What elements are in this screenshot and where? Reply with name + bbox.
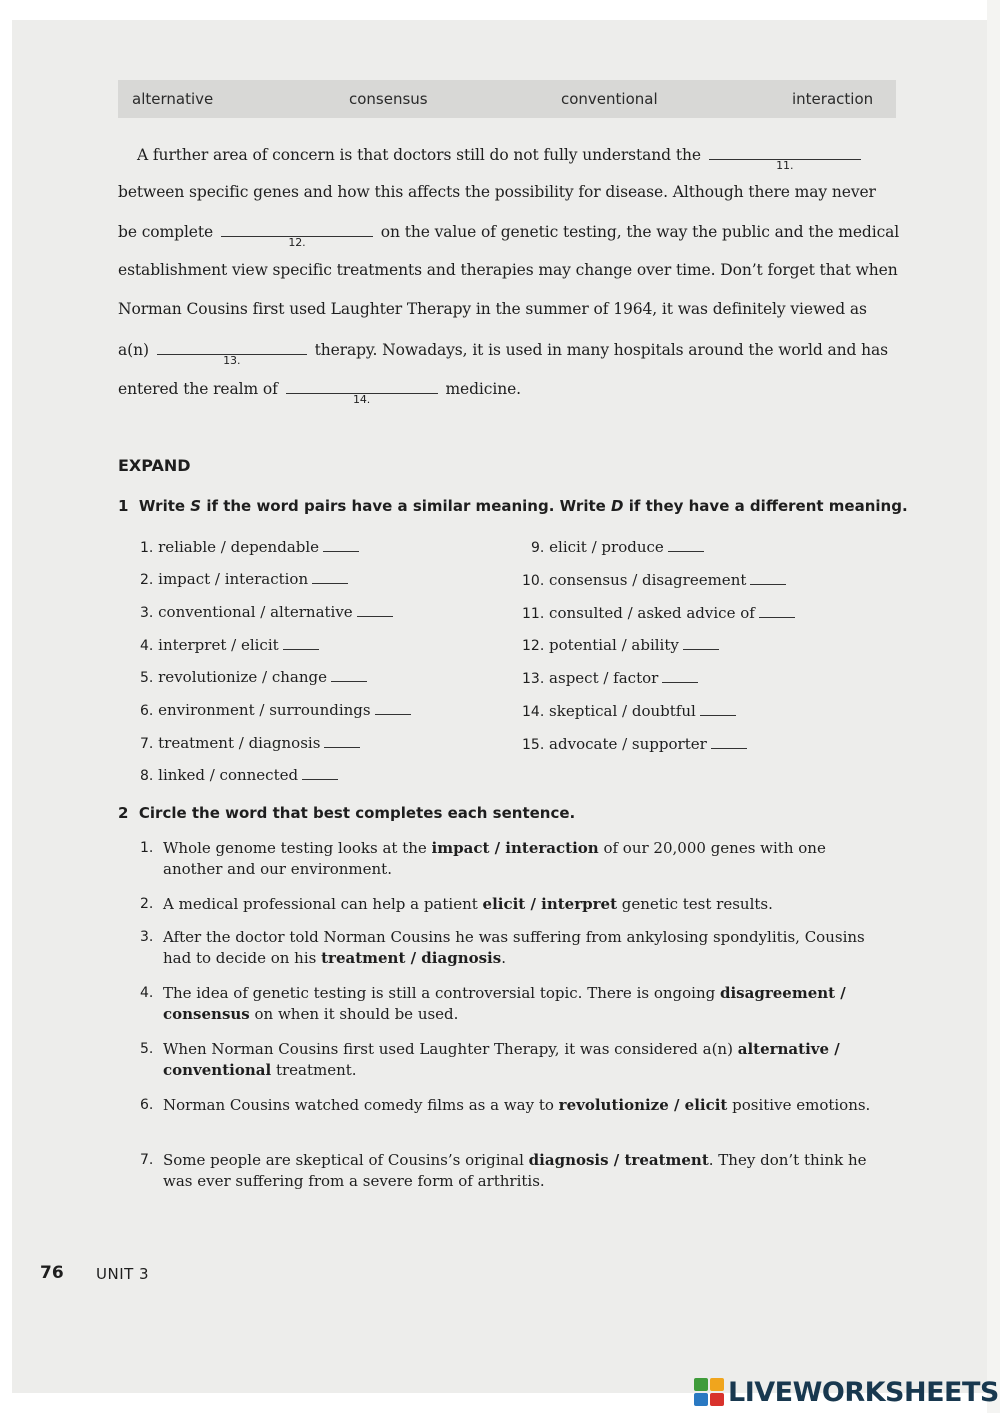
item-text: revolutionize / change — [158, 668, 327, 686]
item-text: advocate / supporter — [549, 735, 707, 753]
sentence-text: A medical professional can help a patient — [163, 895, 483, 913]
item-number: 4. — [140, 638, 154, 654]
sentence-item — [140, 1095, 880, 1116]
word-bank — [118, 80, 896, 118]
paragraph-text: on the value of genetic testing, the way the public and the medical — [380, 223, 900, 241]
item-number: 6. — [140, 703, 154, 719]
section-heading-expand: EXPAND — [118, 456, 191, 475]
answer-blank[interactable] — [331, 669, 367, 682]
word-pair-item — [522, 735, 747, 753]
item-number: 1. — [140, 540, 154, 556]
word-pair-item — [531, 538, 704, 556]
blank-number: 14. — [353, 393, 371, 406]
paragraph-line: between specific genes and how this affects the possibility for disease. Although there may never — [118, 183, 876, 201]
answer-blank[interactable] — [312, 571, 348, 584]
item-number: 15. — [522, 737, 545, 753]
answer-blank[interactable] — [324, 735, 360, 748]
item-number: 13. — [522, 671, 545, 687]
sentence-text: of our 20,000 genes with one another and our environment. — [163, 839, 826, 878]
sentence-text: . They don’t think he was ever suffering from a severe form of arthritis. — [163, 1151, 867, 1190]
paragraph-text: entered the realm of — [118, 380, 278, 398]
word-choice[interactable]: diagnosis / treatment — [528, 1151, 709, 1169]
item-number: 8. — [140, 768, 154, 784]
item-text: potential / ability — [549, 636, 679, 654]
blank-number: 13. — [223, 354, 241, 367]
unit-label: UNIT 3 — [96, 1265, 150, 1283]
item-number: 2. — [140, 896, 154, 912]
word-pair-item — [522, 604, 795, 622]
word-pair-item — [522, 636, 719, 654]
brand-name: LIVEWORKSHEETS — [728, 1376, 999, 1408]
instruction-text: Circle the word that best completes each sentence. — [138, 804, 576, 822]
paragraph-line — [118, 379, 522, 406]
answer-blank[interactable] — [711, 736, 747, 749]
paragraph-text: A further area of concern is that doctors still do not fully understand the — [137, 146, 701, 164]
paragraph-line — [118, 222, 900, 249]
page-number: 76 — [40, 1263, 64, 1283]
sentence-text: Norman Cousins watched comedy films as a way to — [163, 1096, 559, 1114]
item-text: skeptical / doubtful — [549, 702, 696, 720]
word-choice[interactable]: alternative / conventional — [163, 1040, 840, 1079]
sentence-text: Some people are skeptical of Cousins’s original — [163, 1151, 529, 1169]
answer-blank[interactable] — [662, 670, 698, 683]
blank-12[interactable] — [221, 222, 373, 249]
blank-11[interactable] — [709, 145, 861, 172]
paragraph-text: therapy. Nowadays, it is used in many hospitals around the world and has — [314, 341, 889, 359]
sentence-item — [140, 1150, 880, 1192]
item-text: aspect / factor — [549, 669, 659, 687]
word-pair-item — [140, 538, 359, 556]
word-bank-item: consensus — [349, 90, 428, 108]
word-pair-item — [140, 701, 411, 719]
item-number: 2. — [140, 572, 154, 588]
instruction-text: D — [611, 497, 624, 515]
instruction-text: if they have a different meaning. — [623, 497, 908, 515]
liveworksheets-logo-icon — [694, 1378, 724, 1406]
sentence-text: treatment. — [271, 1061, 357, 1079]
item-text: elicit / produce — [549, 538, 664, 556]
sentence-item — [140, 838, 880, 880]
item-number: 11. — [522, 606, 545, 622]
item-number: 7. — [140, 1152, 154, 1168]
word-pair-item — [522, 702, 736, 720]
paragraph-line: Norman Cousins first used Laughter Therapy in the summer of 1964, it was definitely viewed as — [118, 300, 867, 318]
sentence-item — [140, 1039, 880, 1081]
item-number: 14. — [522, 704, 545, 720]
item-text: reliable / dependable — [158, 538, 320, 556]
item-number: 5. — [140, 670, 154, 686]
paragraph-line — [137, 145, 864, 172]
sentence-text: After the doctor told Norman Cousins he was suffering from ankylosing spondylitis, Cousins had to decide on his — [163, 928, 865, 967]
exercise-number: 2 — [118, 804, 129, 822]
blank-number: 11. — [776, 159, 794, 172]
paragraph-line: establishment view specific treatments and therapies may change over time. Don’t forget that when — [118, 261, 898, 279]
word-choice[interactable]: impact / interaction — [431, 839, 599, 857]
item-text: treatment / diagnosis — [158, 734, 321, 752]
item-text: impact / interaction — [158, 570, 309, 588]
page-binding-edge — [987, 0, 1000, 1413]
answer-blank[interactable] — [323, 539, 359, 552]
answer-blank[interactable] — [668, 539, 704, 552]
item-number: 7. — [140, 736, 154, 752]
sentence-item — [140, 894, 880, 915]
word-choice[interactable]: elicit / interpret — [482, 895, 617, 913]
item-text: environment / surroundings — [158, 701, 371, 719]
sentence-text: . — [501, 949, 506, 967]
sentence-item — [140, 927, 880, 969]
sentence-text: The idea of genetic testing is still a controversial topic. There is ongoing — [163, 984, 720, 1002]
word-choice[interactable]: treatment / diagnosis — [321, 949, 502, 967]
answer-blank[interactable] — [759, 605, 795, 618]
answer-blank[interactable] — [302, 767, 338, 780]
item-number: 9. — [531, 540, 545, 556]
answer-blank[interactable] — [375, 702, 411, 715]
word-pair-item — [140, 668, 367, 686]
answer-blank[interactable] — [283, 637, 319, 650]
blank-number: 12. — [288, 236, 306, 249]
sentence-text: on when it should be used. — [249, 1005, 459, 1023]
item-number: 12. — [522, 638, 545, 654]
exercise-1-instructions — [118, 497, 908, 515]
item-text: linked / connected — [158, 766, 299, 784]
paragraph-line — [118, 340, 889, 367]
sentence-text: Whole genome testing looks at the — [163, 839, 432, 857]
word-pair-item — [140, 734, 360, 752]
answer-blank[interactable] — [357, 604, 393, 617]
paragraph-text: a(n) — [118, 341, 149, 359]
answer-blank[interactable] — [700, 703, 736, 716]
item-number: 3. — [140, 929, 154, 945]
item-text: consensus / disagreement — [549, 571, 747, 589]
exercise-2-instructions — [118, 804, 575, 822]
item-number: 3. — [140, 605, 154, 621]
blank-14[interactable] — [286, 379, 438, 406]
sentence-text: genetic test results. — [617, 895, 773, 913]
word-choice[interactable]: disagreement / consensus — [163, 984, 846, 1023]
sentence-item — [140, 983, 880, 1025]
paragraph-text: medicine. — [445, 380, 522, 398]
sentence-text: positive emotions. — [727, 1096, 871, 1114]
exercise-number: 1 — [118, 497, 129, 515]
item-number: 6. — [140, 1097, 154, 1113]
answer-blank[interactable] — [750, 572, 786, 585]
blank-13[interactable] — [157, 340, 307, 367]
item-number: 10. — [522, 573, 545, 589]
word-pair-item — [140, 636, 319, 654]
word-bank-item: interaction — [792, 90, 874, 108]
instruction-text: if the word pairs have a similar meaning. Write — [201, 497, 612, 515]
answer-blank[interactable] — [683, 637, 719, 650]
item-number: 4. — [140, 985, 154, 1001]
item-text: consulted / asked advice of — [549, 604, 755, 622]
sentence-text: When Norman Cousins first used Laughter Therapy, it was considered a(n) — [163, 1040, 738, 1058]
word-pair-item — [522, 669, 698, 687]
word-bank-item: conventional — [561, 90, 658, 108]
item-number: 5. — [140, 1041, 154, 1057]
brand-watermark — [694, 1376, 999, 1408]
word-bank-item: alternative — [132, 90, 214, 108]
word-pair-item — [140, 570, 348, 588]
word-pair-item — [522, 571, 786, 589]
instruction-text: Write — [138, 497, 191, 515]
item-text: conventional / alternative — [158, 603, 353, 621]
paragraph-text: be complete — [118, 223, 214, 241]
item-text: interpret / elicit — [158, 636, 279, 654]
word-pair-item — [140, 766, 338, 784]
word-pair-item — [140, 603, 393, 621]
item-number: 1. — [140, 840, 154, 856]
instruction-text: S — [190, 497, 202, 515]
word-choice[interactable]: revolutionize / elicit — [558, 1096, 728, 1114]
